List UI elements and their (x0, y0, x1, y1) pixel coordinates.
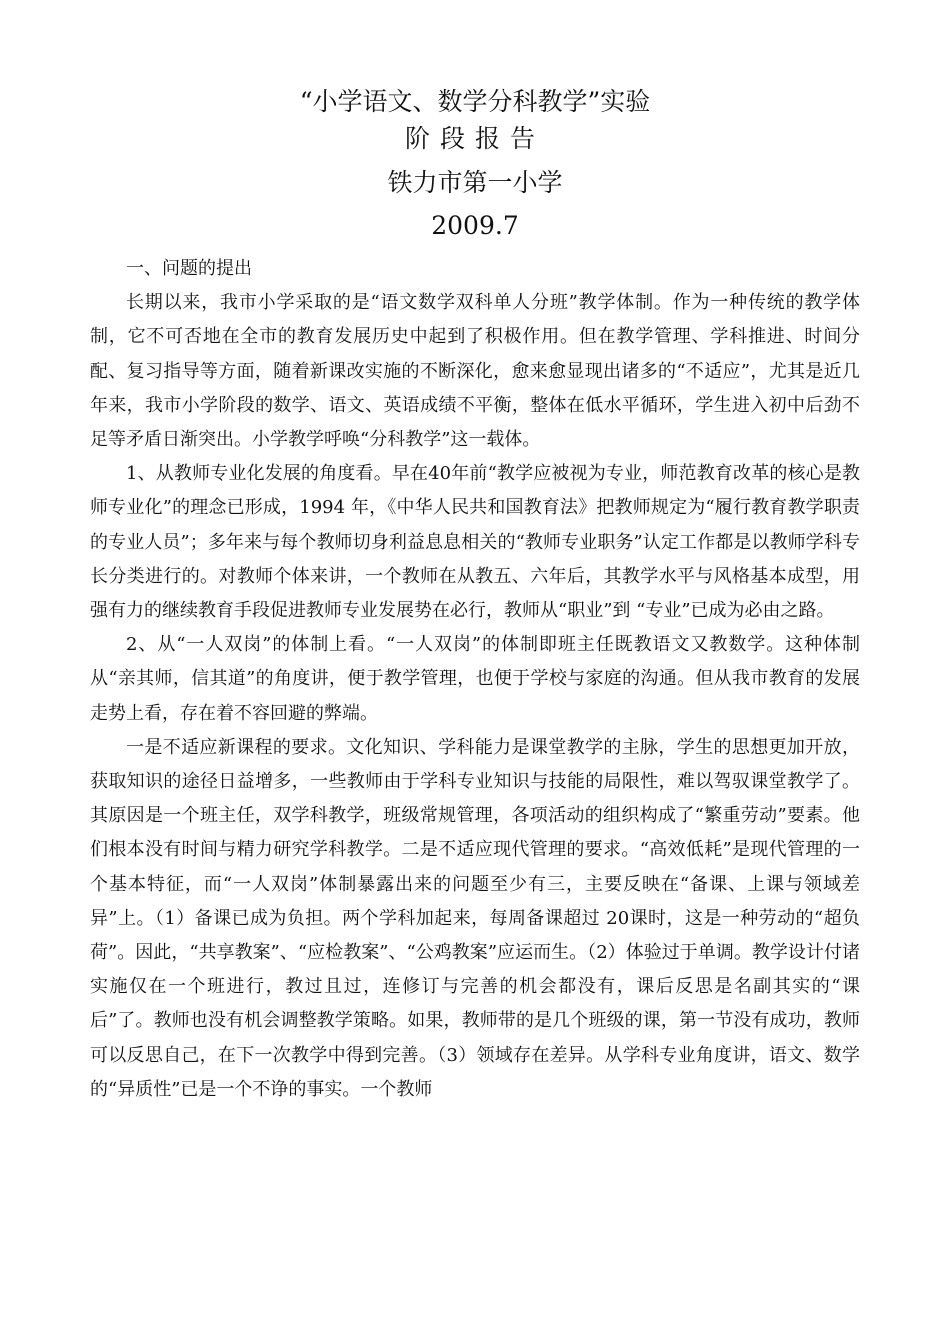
paragraph-4: 一是不适应新课程的要求。文化知识、学科能力是课堂教学的主脉，学生的思想更加开放，获取知识的途径日益增多，一些教师由于学科专业知识与技能的局限性，难以驾驭课堂教学了。其原因是一个班主任，双学科教学，班级常规管理，各项活动的组织构成了“繁重劳动”要素。他们根本没有时间与精力研究学科教学。二是不适应现代管理的要求。“高效低耗”是现代管理的一个基本特征，而“一人双岗”体制暴露出来的问题至少有三，主要反映在“备课、上课与领域差异”上。（1）备课已成为负担。两个学科加起来，每周备课超过 20课时，这是一种劳动的“超负荷”。因此，“共享教案”、“应检教案”、“公鸡教案”应运而生。（2）体验过于单调。教学设计付诸实施仅在一个班进行，教过且过，连修订与完善的机会都没有，课后反思是名副其实的“课后”了。教师也没有机会调整教学策略。如果，教师带的是几个班级的课，第一节没有成功，教师可以反思自己，在下一次教学中得到完善。（3）领域存在差异。从学科专业角度讲，语文、数学的“异质性”已是一个不诤的事实。一个教师 (90, 736, 860, 1100)
report-title: “小学语文、数学分科教学”实验 (299, 87, 651, 116)
section-heading: 一、问题的提出 (126, 258, 252, 279)
paragraph-2: 1、从教师专业化发展的角度看。早在40年前“教学应被视为专业，师范教育改革的核心是教师专业化”的理念已形成，1994 年，《中华人民共和国教育法》把教师规定为“履行教育教学职责的专业人员”；多年来与每个教师切身利益息息相关的“教师专业职务”认定工作都是以教师学科专长分类进行的。对教师个体来讲，一个教师在从教五、六年后，其教学水平与风格基本成型，用强有力的继续教育手段促进教师专业发展势在必行，教师从“职业”到 “专业”已成为必由之路。 (90, 463, 860, 622)
paragraph-3: 2、从“一人双岗”的体制上看。“一人双岗”的体制即班主任既教语文又教数学。这种体制 从“亲其师，信其道”的角度讲，便于教学管理，也便于学校与家庭的沟通。但从我市教育的发展走势上看，存在着不容回避的弊端。 (90, 634, 860, 724)
document-body (90, 252, 860, 1107)
paragraph-1: 长期以来，我市小学采取的是“语文数学双科单人分班”教学体制。作为一种传统的教学体制，它不可否地在全市的教育发展历史中起到了积极作用。但在教学管理、学科推进、时间分配、复习指导等方面，随着新课改实施的不断深化，愈来愈显现出诸多的“不适应”，尤其是近几年来，我市小学阶段的数学、语文、英语成绩不平衡，整体在低水平循环，学生进入初中后劲不足等矛盾日渐突出。小学教学呼唤“分科教学”这一载体。 (90, 292, 860, 451)
report-subtitle: 阶段报告 (404, 124, 545, 153)
report-date: 2009.7 (431, 211, 519, 240)
school-name: 铁力市第一小学 (387, 168, 563, 197)
